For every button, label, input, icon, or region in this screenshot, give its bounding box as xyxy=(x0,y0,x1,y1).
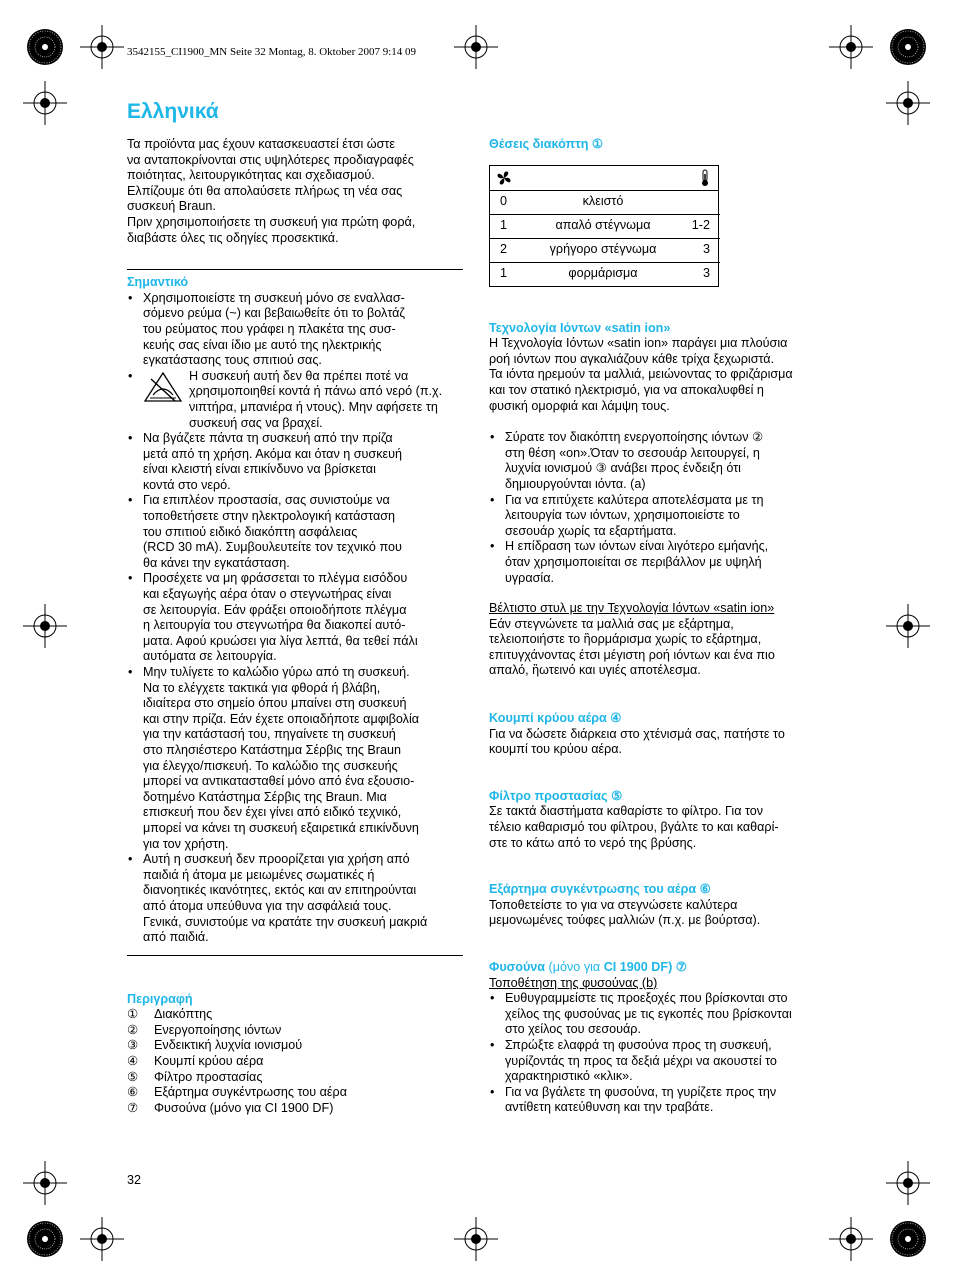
list-item: • Σπρώξτε ελαφρά τη φυσούνα προς τη συσκευή, γυρίζοντάς τη προς τα δεξιά μέχρι να ακουστεί το χαρακτηριστικό «κλικ». xyxy=(489,1038,829,1085)
divider xyxy=(127,955,463,956)
list-item: ④ Κουμπί κρύου αέρα xyxy=(127,1054,264,1069)
ion-heading: Τεχνολογία Ιόντων «satin ion» xyxy=(489,320,671,335)
table-row: 0 κλειστό xyxy=(490,191,720,215)
left-column xyxy=(127,137,463,1116)
table-row: 2 γρήγορο στέγνωμα 3 xyxy=(490,238,720,262)
ion-text: Η Τεχνολογία Ιόντων «satin ion» παράγει μια πλούσια ροή ιόντων που αγκαλιάζουν κάθε τρίχα ξεχωριστά. Τα ιόντα ηρεμούν τα μαλλιά, μειώνοντας το φριζάρισμα και τον στατικό ηλεκτρισμό, για να αποκαλυφθεί η φυσική ομορφιά και λάμψη τους. xyxy=(489,336,793,413)
list-item: • Η συσκευή αυτή δεν θα πρέπει ποτέ να χρησιμοποιηθεί κοντά ή πάνω από νερό (π.χ. νιπτήρα, μπανιέρα ή ντους). Μην αφήσετε τη συσκευή σας να βραχεί. xyxy=(127,369,463,431)
best-style-title: Βέλτιστο στυλ με την Τεχνολογία Ιόντων «satin ion» xyxy=(489,601,775,616)
cold-text: Για να δώσετε διάρκεια στο χτένισμά σας, πατήστε το κουμπί του κρύου αέρα. xyxy=(489,726,785,757)
list-item: ⑤ Φίλτρο προστασίας xyxy=(127,1069,263,1084)
important-list xyxy=(127,291,463,946)
table-row: 1 απαλό στέγνωμα 1-2 xyxy=(490,214,720,238)
diffuser-list xyxy=(489,991,829,1116)
intro: Τα προϊόντα μας έχουν κατασκευαστεί έτσι ώστε να ανταποκρίνονται στις υψηλότερες προδιαγραφές ποιότητας, λειτουργικότητας και σχεδιασμού. Ελπίζουμε ότι θα απολαύσετε πλήρως τη νέα σας συσκευή Braun. Πριν χρησιμοποιήσετε τη συσκευή για πρώτη φορά, διαβάστε όλες τις οδηγίες προσεκτικά. xyxy=(127,137,416,245)
divider xyxy=(127,269,463,270)
switch-heading: Θέσεις διακόπτη ① xyxy=(489,137,604,151)
list-item: • Η επίδραση των ιόντων είναι λιγότερο εμήανής, όταν χρησιμοποιείται σε περιβάλλον με υψηλή υγρασία. xyxy=(489,539,829,586)
diffuser-subtitle: Τοποθέτηση της φυσούνας (b) xyxy=(489,975,658,990)
description-list xyxy=(127,1007,463,1116)
thermometer-icon xyxy=(700,169,710,192)
list-item: ② Ενεργοποίησης ιόντων xyxy=(127,1022,282,1037)
no-water-warning-icon xyxy=(143,371,189,431)
diffuser-heading: Φυσούνα (μόνο για CI 1900 DF) ⑦ xyxy=(489,960,688,974)
filter-text: Σε τακτά διαστήματα καθαρίστε το φίλτρο. Για τον τέλειο καθαρισμό του φίλτρου, βγάλτε το και καθαρί- στε το κάτω από το νερό της βρύσης. xyxy=(489,804,779,850)
description-heading: Περιγραφή xyxy=(127,991,193,1006)
ion-list xyxy=(489,430,829,586)
concentrator-text: Τοποθετείστε το για να στεγνώσετε καλύτερα μεμονωμένες τούφες μαλλιών (π.χ. με βούρτσα). xyxy=(489,897,761,928)
filter-heading: Φίλτρο προστασίας ⑤ xyxy=(489,788,623,803)
list-item: • Ευθυγραμμείστε τις προεξοχές που βρίσκονται στο χείλος της φυσούνας με τις εγκοπές που βρίσκονται στο χείλος του σεσουάρ. xyxy=(489,991,829,1038)
list-item: ⑦ Φυσούνα (μόνο για CI 1900 DF) xyxy=(127,1100,334,1115)
list-item: • Για να επιτύχετε καλύτερα αποτελέσματα με τη λειτουργία των ιόντων, χρησιμοποιείστε το σεσουάρ χωρίς τα εξαρτήματα. xyxy=(489,493,829,540)
table-row: 1 φορμάρισμα 3 xyxy=(500,266,710,281)
right-column xyxy=(489,137,829,1116)
switch-table xyxy=(489,165,719,287)
list-item: • Να βγάζετε πάντα τη συσκευή από την πρίζα μετά από τη χρήση. Ακόμα και όταν η συσκευή είναι κλειστή είναι επικίνδυνο να βρίσκεται κοντά στο νερό. xyxy=(127,431,463,493)
list-item: • Για να βγάλετε τη φυσούνα, τη γυρίζετε προς την αντίθετη κατεύθυνση και την τραβάτε. xyxy=(489,1085,829,1116)
cold-heading: Κουμπί κρύου αέρα ④ xyxy=(489,711,622,726)
file-header: 3542155_CI1900_MN Seite 32 Montag, 8. Oktober 2007 9:14 09 xyxy=(127,46,417,58)
page-title: Ελληνικά xyxy=(127,100,219,123)
important-heading: Σημαντικό xyxy=(127,275,189,290)
list-item: ① Διακόπτης xyxy=(127,1007,213,1022)
fan-icon xyxy=(495,169,513,192)
list-item: • Μην τυλίγετε το καλώδιο γύρω από τη συσκευή. Να το ελέγχετε τακτικά για φθορά ή βλάβη, ιδιαίτερα στο σημείο όπου μπαίνει στη συσκευή και στην πρίζα. Εάν έχετε οποιαδήποτε αμφιβολία για την κατάστασή του, πηγαίνετε τη συσκευή στο πλησιέστερο Κατάστημα Σέρβις της Braun για έλεγχο/πισκευή. Το καλώδιο της συσκευής μπορεί να αντικατασταθεί μόνο από ένα εξουσιο- δοτημένο Κατάστημα Σέρβις της Braun. Μια επισκευή που δεν έχει γίνει από ειδικό τεχνικό, μπορεί να κάνει τη συσκευή εξαιρετικά επικίνδυνη για τον χρήστη. xyxy=(127,665,463,852)
list-item: • Αυτή η συσκευή δεν προορίζεται για χρήση από παιδιά ή άτομα με μειωμένες σωματικές ή διανοητικές ικανότητες, εκτός και αν επιτηρούνται από άτομα υπεύθυνα για την ασφάλειά τους. Γενικά, συνιστούμε να κρατάτε την συσκευή μακριά από παιδιά. xyxy=(127,852,463,946)
concentrator-heading: Εξάρτημα συγκέντρωσης του αέρα ⑥ xyxy=(489,882,711,897)
list-item: ③ Ενδεικτική λυχνία ιονισμού xyxy=(127,1038,303,1053)
list-item: • Προσέχετε να μη φράσσεται το πλέγμα εισόδου και εξαγωγής αέρα όταν ο στεγνωτήρας είναι σε λειτουργία. Εάν φράξει οποιοδήποτε πλέγμα η λειτουργία του στεγνωτήρα θα διακοπεί αυτό- ματα. Αφού κρυώσει για λίγα λεπτά, θα τεθεί πάλι αυτόματα σε λειτουργία. xyxy=(127,571,463,665)
list-item: ⑥ Εξάρτημα συγκέντρωσης του αέρα xyxy=(127,1085,347,1100)
page-number: 32 xyxy=(127,1173,142,1187)
best-style-text: Εάν στεγνώνετε τα μαλλιά σας με εξάρτημα, τελειοποιήστε το ἢορμάρισμα χωρίς το εξάρτημα, επιτυγχάνοντας έτσι μέγιστη ροή ιόντων και ένα πιο απαλό, ἢωτεινό και υγιές αποτέλεσμα. xyxy=(489,616,775,678)
list-item: • Χρησιμοποιείστε τη συσκευή μόνο σε εναλλασ- σόμενο ρεύμα (~) και βεβαιωθείτε ότι το βολτάζ του ρεύματος που γράφει η πλακέτα της συσ- κευής σας είναι ίδιο με αυτό της ηλεκτρικής εγκατάστασης τους σπιτιού σας. xyxy=(127,291,463,369)
switch-table-header xyxy=(490,166,718,191)
list-item: • Για επιπλέον προστασία, σας συνιστούμε να τοποθετήσετε στην ηλεκτρολογική κατάσταση του σπιτιού ειδικό διακόπτη ασφάλειας (RCD 30 mA). Συμβουλευτείτε τον τεχνικό που θα κάνει την εγκατάσταση. xyxy=(127,493,463,571)
list-item: • Σύρατε τον διακόπτη ενεργοποίησης ιόντων ② στη θέση «on».Όταν το σεσουάρ λειτουργεί, η λυχνία ιονισμού ③ ανάβει προς ένδειξη ότι δημιουργούνται ιόντα. (a) xyxy=(489,430,829,492)
